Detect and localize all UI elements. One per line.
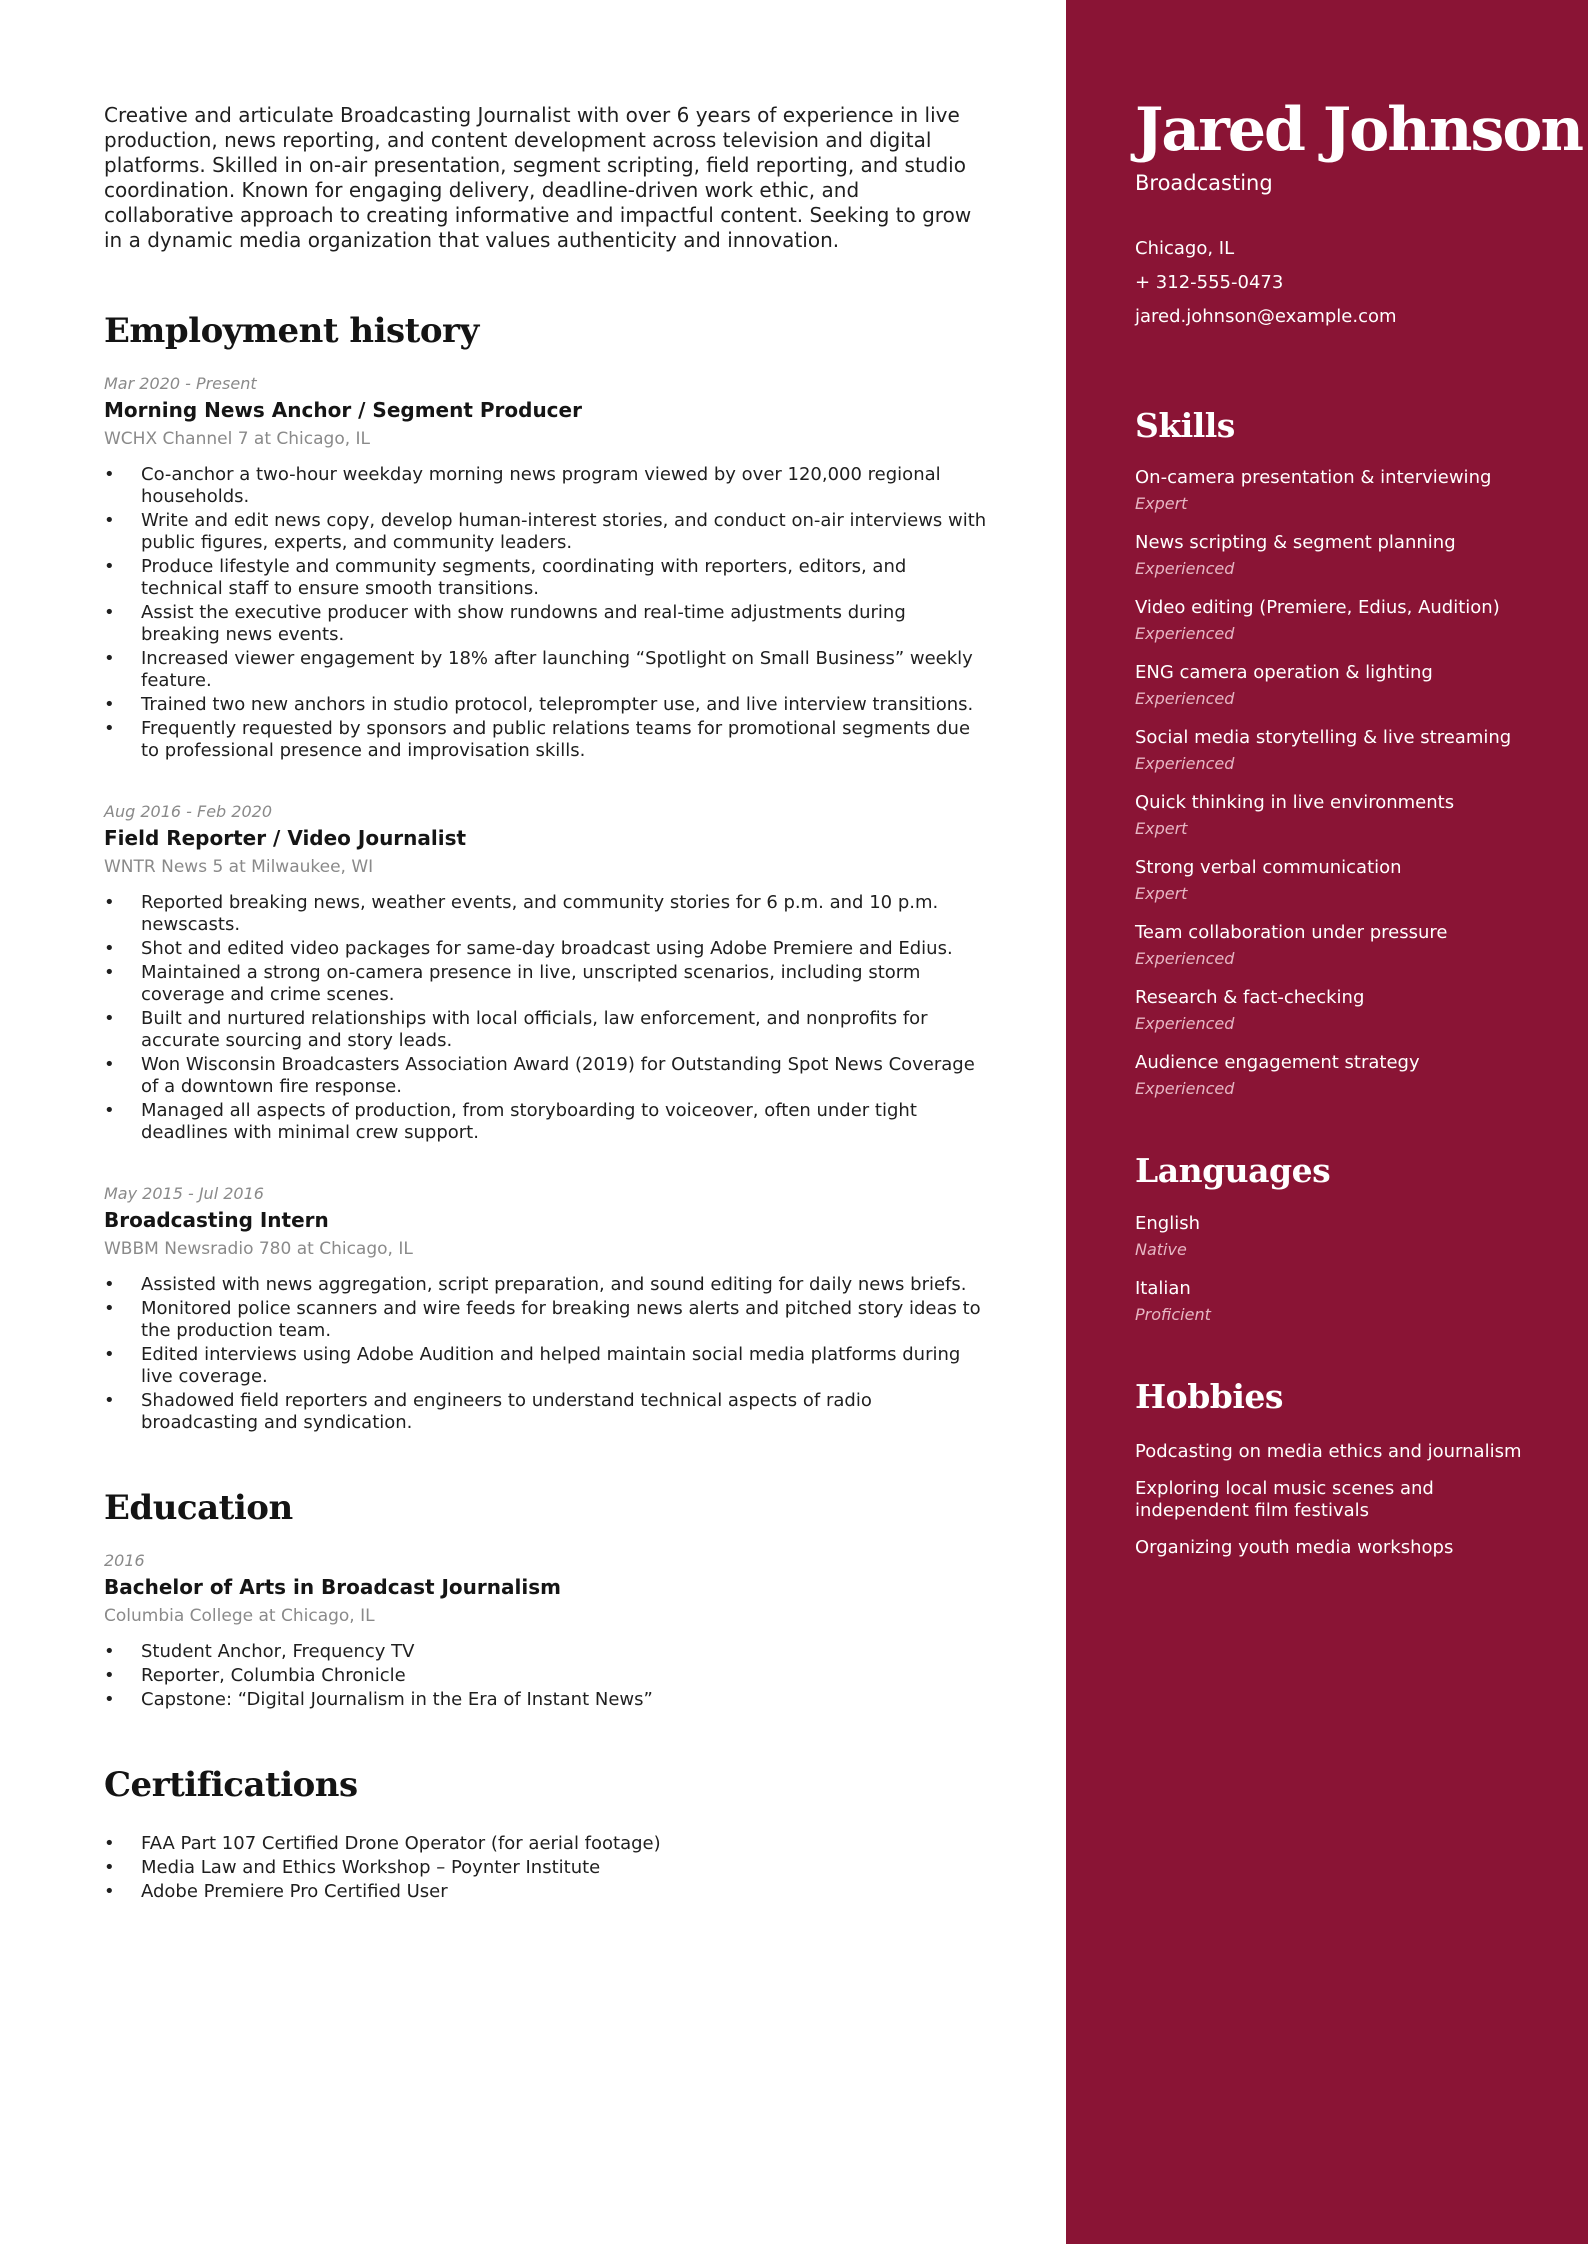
job-bullet: • Shot and edited video packages for same-day broadcast using Adobe Premiere and Edius. — [104, 938, 990, 960]
job-company: WNTR News 5 at Milwaukee, WI — [104, 857, 374, 877]
skill-item — [1135, 986, 1548, 1034]
skill-level: Expert — [1135, 819, 1188, 838]
hobby-item: Organizing youth media workshops — [1135, 1537, 1454, 1558]
skill-level: Expert — [1135, 494, 1188, 513]
skill-level: Expert — [1135, 884, 1188, 903]
job-bullet: • Reported breaking news, weather events, and community stories for 6 p.m. and 10 p.m. newscasts. — [104, 892, 990, 936]
job-bullet: • Increased viewer engagement by 18% after launching “Spotlight on Small Business” weekly feature. — [104, 648, 990, 692]
languages-list — [1135, 1212, 1548, 1325]
skill-item — [1135, 466, 1548, 514]
skill-item — [1135, 1051, 1548, 1099]
skill-level: Experienced — [1135, 624, 1235, 643]
job-date: Aug 2016 - Feb 2020 — [104, 802, 272, 821]
education-school: Columbia College at Chicago, IL — [104, 1606, 375, 1626]
certification-item: • Adobe Premiere Pro Certified User — [104, 1881, 990, 1903]
certification-item: • Media Law and Ethics Workshop – Poynter Institute — [104, 1857, 990, 1879]
skill-item — [1135, 726, 1548, 774]
job-bullets — [104, 464, 990, 762]
job-bullet: • Managed all aspects of production, from storyboarding to voiceover, often under tight deadlines with minimal crew support. — [104, 1100, 990, 1144]
job-company: WBBM Newsradio 780 at Chicago, IL — [104, 1239, 413, 1259]
hobbies-section-title: Hobbies — [1135, 1377, 1283, 1416]
skill-name: Strong verbal communication — [1135, 857, 1402, 878]
job-title: Field Reporter / Video Journalist — [104, 826, 467, 850]
skill-name: Video editing (Premiere, Edius, Audition) — [1135, 597, 1500, 618]
job-title: Broadcasting Intern — [104, 1208, 329, 1232]
skill-name: Quick thinking in live environments — [1135, 792, 1455, 813]
skill-item — [1135, 856, 1548, 904]
job-bullet: • Assist the executive producer with show rundowns and real-time adjustments during breaking news events. — [104, 602, 990, 646]
job-bullet: • Shadowed field reporters and engineers to understand technical aspects of radio broadcasting and syndication. — [104, 1390, 990, 1434]
skill-level: Experienced — [1135, 1014, 1235, 1033]
sidebar — [1066, 0, 1588, 2244]
skill-level: Experienced — [1135, 949, 1235, 968]
job-bullet: • Won Wisconsin Broadcasters Association Award (2019) for Outstanding Spot News Coverage of a downtown fire response. — [104, 1054, 990, 1098]
language-name: Italian — [1135, 1278, 1191, 1299]
job-bullet: • Co-anchor a two-hour weekday morning news program viewed by over 120,000 regional households. — [104, 464, 990, 508]
education-degree: Bachelor of Arts in Broadcast Journalism — [104, 1575, 561, 1599]
job-bullet: • Write and edit news copy, develop human-interest stories, and conduct on-air interviews with public figures, experts, and community leaders. — [104, 510, 990, 554]
skill-name: Research & fact-checking — [1135, 987, 1365, 1008]
employment-section-title: Employment history — [104, 311, 479, 351]
skill-item — [1135, 531, 1548, 579]
education-section-title: Education — [104, 1488, 293, 1528]
education-date: 2016 — [104, 1551, 145, 1570]
language-name: English — [1135, 1213, 1200, 1234]
job-entry — [104, 802, 990, 1144]
job-title: Morning News Anchor / Segment Producer — [104, 398, 582, 422]
job-bullet: • Edited interviews using Adobe Audition and helped maintain social media platforms during live coverage. — [104, 1344, 990, 1388]
contact-block — [1135, 232, 1548, 334]
skill-name: News scripting & segment planning — [1135, 532, 1456, 553]
skills-section-title: Skills — [1135, 406, 1235, 445]
education-bullet: • Capstone: “Digital Journalism in the Era of Instant News” — [104, 1689, 990, 1711]
contact-email[interactable]: jared.johnson@example.com — [1135, 306, 1397, 327]
language-level: Proficient — [1135, 1305, 1211, 1324]
language-item — [1135, 1277, 1548, 1325]
job-bullets — [104, 892, 990, 1144]
job-entry — [104, 1184, 990, 1434]
profile-summary: Creative and articulate Broadcasting Journalist with over 6 years of experience in live production, news reporting, and content development across television and digital platforms. Skilled in on-air presentation, segment scripting, field reporting, and studio coordination. Known for engaging delivery, deadline-driven work ethic, and collaborative approach to creating informative and impactful content. Seeking to grow in a dynamic media organization that values authenticity and innovation. — [104, 103, 972, 252]
job-entry — [104, 374, 990, 762]
contact-location: Chicago, IL — [1135, 238, 1235, 259]
education-bullets — [104, 1641, 990, 1711]
job-bullet: • Built and nurtured relationships with local officials, law enforcement, and nonprofits for accurate sourcing and story leads. — [104, 1008, 990, 1052]
skill-level: Experienced — [1135, 1079, 1235, 1098]
job-bullet: • Monitored police scanners and wire feeds for breaking news alerts and pitched story ideas to the production team. — [104, 1298, 990, 1342]
job-bullet: • Maintained a strong on-camera presence in live, unscripted scenarios, including storm coverage and crime scenes. — [104, 962, 990, 1006]
candidate-name: Jared Johnson — [1135, 95, 1582, 165]
contact-phone[interactable]: + 312-555-0473 — [1135, 272, 1284, 293]
job-company: WCHX Channel 7 at Chicago, IL — [104, 429, 371, 449]
skill-name: Team collaboration under pressure — [1135, 922, 1448, 943]
hobby-item: Exploring local music scenes and independent film festivals — [1135, 1478, 1434, 1521]
language-level: Native — [1135, 1240, 1187, 1259]
skill-name: ENG camera operation & lighting — [1135, 662, 1433, 683]
hobby-item: Podcasting on media ethics and journalism — [1135, 1441, 1522, 1462]
skill-item — [1135, 596, 1548, 644]
candidate-headline: Broadcasting — [1135, 171, 1273, 195]
job-bullet: • Frequently requested by sponsors and public relations teams for promotional segments due to professional presence and improvisation skills. — [104, 718, 990, 762]
job-bullet: • Trained two new anchors in studio protocol, teleprompter use, and live interview transitions. — [104, 694, 990, 716]
job-date: May 2015 - Jul 2016 — [104, 1184, 264, 1203]
certifications-list — [104, 1833, 990, 1903]
skill-level: Experienced — [1135, 689, 1235, 708]
job-bullets — [104, 1274, 990, 1434]
languages-section-title: Languages — [1135, 1151, 1331, 1190]
skill-name: Audience engagement strategy — [1135, 1052, 1420, 1073]
certification-item: • FAA Part 107 Certified Drone Operator (for aerial footage) — [104, 1833, 990, 1855]
skill-item — [1135, 791, 1548, 839]
skill-name: Social media storytelling & live streaming — [1135, 727, 1512, 748]
hobbies-list — [1135, 1441, 1548, 1559]
skill-level: Experienced — [1135, 754, 1235, 773]
education-entry — [104, 1551, 990, 1711]
education-bullet: • Student Anchor, Frequency TV — [104, 1641, 990, 1663]
education-bullet: • Reporter, Columbia Chronicle — [104, 1665, 990, 1687]
skill-item — [1135, 661, 1548, 709]
certifications-section-title: Certifications — [104, 1765, 358, 1805]
job-bullet: • Assisted with news aggregation, script preparation, and sound editing for daily news briefs. — [104, 1274, 990, 1296]
skills-list — [1135, 466, 1548, 1099]
skill-name: On-camera presentation & interviewing — [1135, 467, 1492, 488]
skill-level: Experienced — [1135, 559, 1235, 578]
skill-item — [1135, 921, 1548, 969]
job-date: Mar 2020 - Present — [104, 374, 257, 393]
language-item — [1135, 1212, 1548, 1260]
job-bullet: • Produce lifestyle and community segments, coordinating with reporters, editors, and technical staff to ensure smooth transitions. — [104, 556, 990, 600]
